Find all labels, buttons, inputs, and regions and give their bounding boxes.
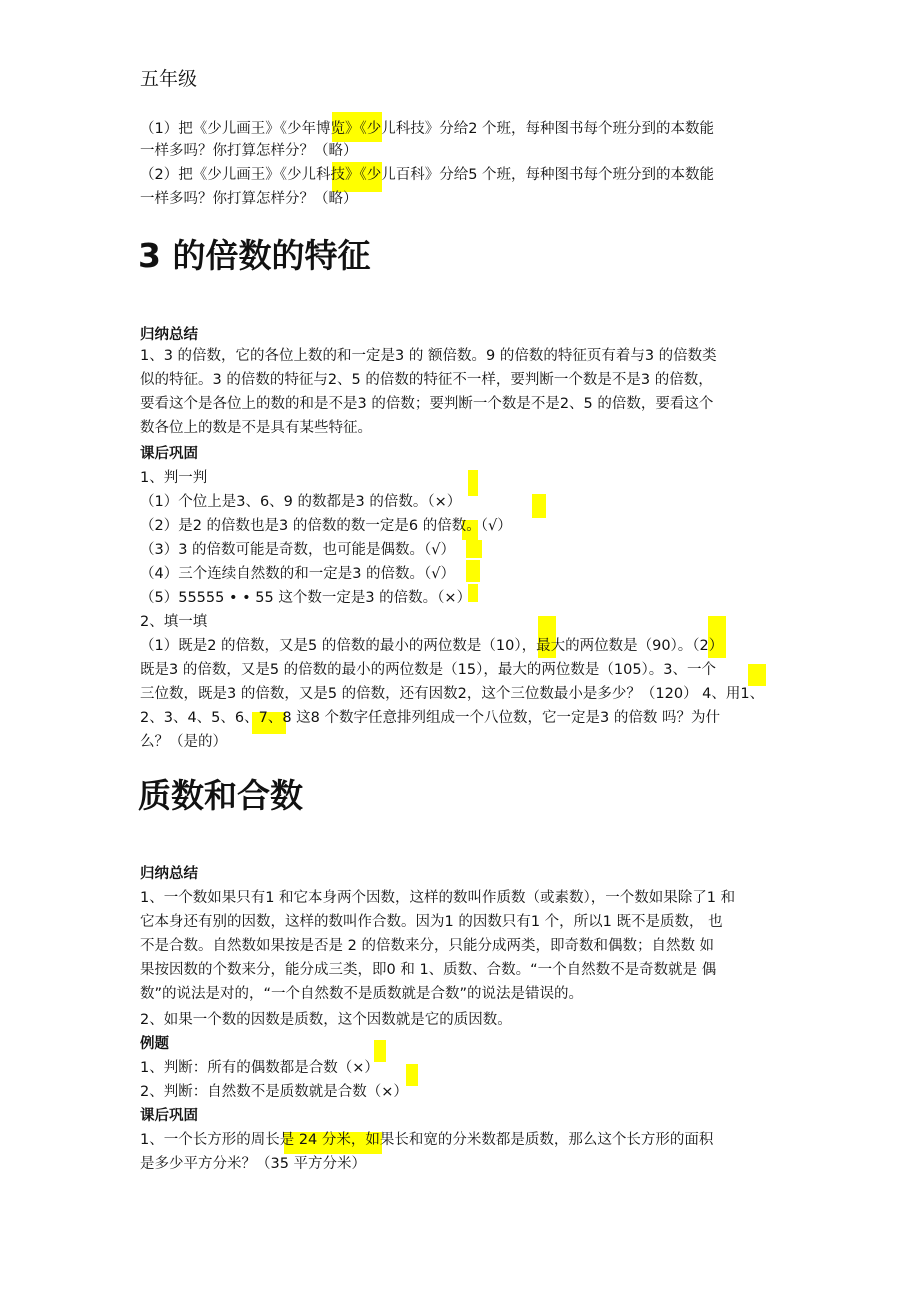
practice-line: 是多少平方分米？（35 平方分米）: [140, 1156, 367, 1172]
fill-line: 2、3、4、5、6、7、8 这8 个数字任意排列组成一个八位数，它一定是3 的倍数 吗？为什: [140, 710, 720, 726]
summary-line: 2、如果一个数的因数是质数，这个因数就是它的质因数。: [140, 1012, 512, 1028]
judge-item: （3）3 的倍数可能是奇数，也可能是偶数。（√）: [140, 542, 456, 558]
judge-heading: 1、判一判: [140, 470, 208, 486]
intro-line: 一样多吗？你打算怎样分？（略）: [140, 143, 358, 159]
summary-line: 数各位上的数是不是具有某些特征。: [140, 420, 372, 436]
judge-item: （5）55555 • • 55 这个数一定是3 的倍数。（×）: [140, 590, 472, 606]
intro-line: （2）把《少儿画王》《少儿科技》《少儿百科》分给5 个班，每种图书每个班分到的本数能: [140, 167, 715, 183]
judge-item: （4）三个连续自然数的和一定是3 的倍数。（√）: [140, 566, 456, 582]
fill-line: 么？（是的）: [140, 734, 227, 750]
fill-heading: 2、填一填: [140, 614, 208, 630]
judge-item: （2）是2 的倍数也是3 的倍数的数一定是6 的倍数。（√）: [140, 518, 512, 534]
summary-line: 果按因数的个数来分，能分成三类，即0 和 1、质数、合数。“一个自然数不是奇数就是 偶: [140, 962, 717, 978]
summary-line: 要看这个是各位上的数的和是不是3 的倍数；要判断一个数是不是2、5 的倍数，要看这个: [140, 396, 714, 412]
example-heading: 例题: [140, 1036, 169, 1052]
summary-line: 1、3 的倍数，它的各位上数的和一定是3 的 额倍数。9 的倍数的特征页有着与3 的倍数类: [140, 348, 717, 364]
practice-heading: 课后巩固: [140, 446, 198, 462]
fill-line: 三位数，既是3 的倍数，又是5 的倍数，还有因数2，这个三位数最小是多少？（120） 4、用1、: [140, 686, 765, 702]
summary-line: 数”的说法是对的，“一个自然数不是质数就是合数”的说法是错误的。: [140, 986, 584, 1002]
example-item: 2、判断：自然数不是质数就是合数（×）: [140, 1084, 408, 1100]
fill-line: 既是3 的倍数，又是5 的倍数的最小的两位数是（15），最大的两位数是（105）。3、一个: [140, 662, 717, 678]
summary-heading: 归纳总结: [140, 866, 198, 882]
highlight-mark: [466, 540, 482, 558]
fill-line: （1）既是2 的倍数，又是5 的倍数的最小的两位数是（10），最大的两位数是（90）。（2）: [140, 638, 724, 654]
summary-line: 它本身还有别的因数，这样的数叫作合数。因为1 的因数只有1 个，所以1 既不是质数， 也: [140, 914, 723, 930]
judge-item: （1）个位上是3、6、9 的数都是3 的倍数。（×）: [140, 494, 462, 510]
summary-heading: 归纳总结: [140, 327, 198, 343]
summary-line: 1、一个数如果只有1 和它本身两个因数，这样的数叫作质数（或素数），一个数如果除了1 和: [140, 890, 736, 906]
example-item: 1、判断：所有的偶数都是合数（×）: [140, 1060, 379, 1076]
summary-line: 不是合数。自然数如果按是否是 2 的倍数来分，只能分成两类，即奇数和偶数；自然数 如: [140, 938, 715, 954]
intro-line: （1）把《少儿画王》《少年博览》《少儿科技》分给2 个班，每种图书每个班分到的本数能: [140, 121, 715, 137]
section-title: 3 的倍数的特征: [138, 236, 371, 275]
summary-line: 似的特征。3 的倍数的特征与2、5 的倍数的特征不一样，要判断一个数是不是3 的倍数，: [140, 372, 713, 388]
section-title: 质数和合数: [138, 776, 303, 815]
highlight-mark: [466, 560, 480, 582]
practice-line: 1、一个长方形的周长是 24 分米，如果长和宽的分米数都是质数，那么这个长方形的面积: [140, 1132, 714, 1148]
intro-line: 一样多吗？你打算怎样分？（略）: [140, 191, 358, 207]
grade-label: 五年级: [140, 68, 198, 90]
highlight-mark: [468, 470, 478, 496]
practice-heading: 课后巩固: [140, 1108, 198, 1124]
highlight-mark: [532, 494, 546, 518]
